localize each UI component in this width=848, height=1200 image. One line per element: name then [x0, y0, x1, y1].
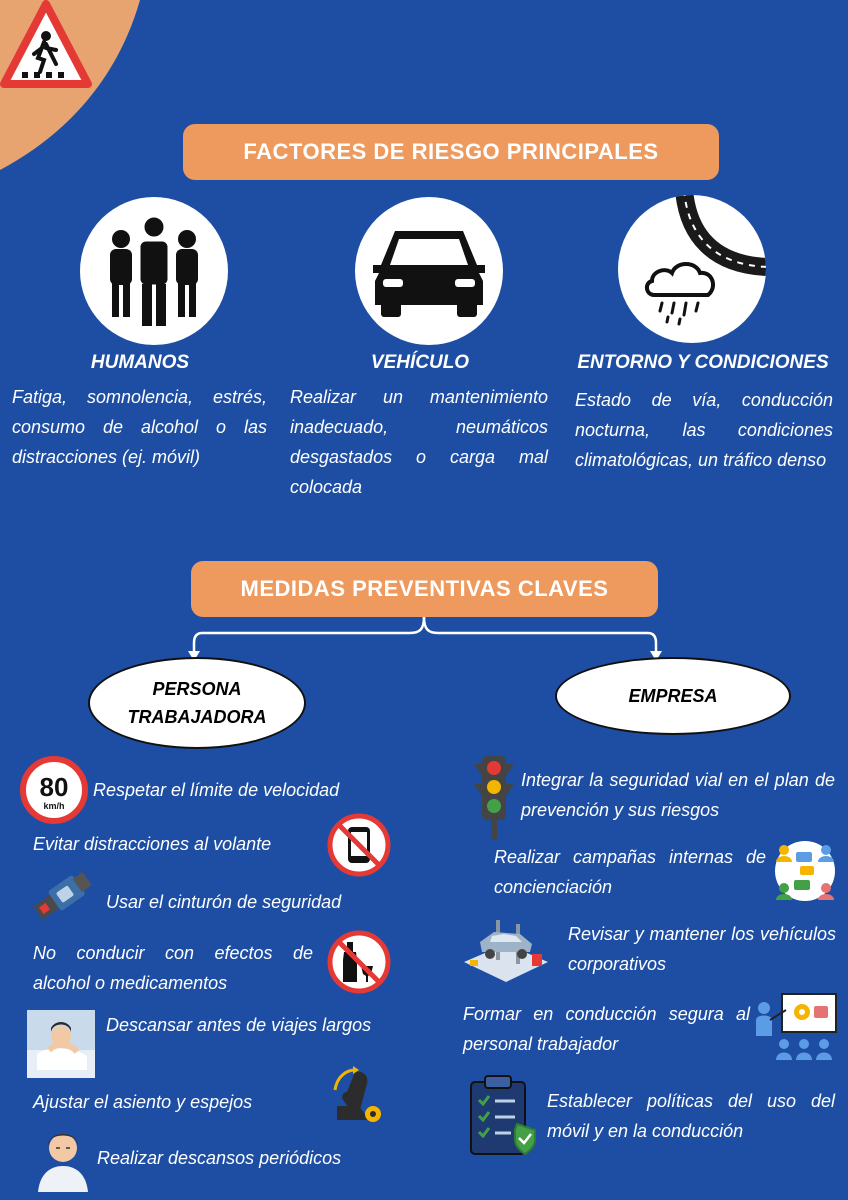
factor-text-humans: Fatiga, somnolencia, estrés, consumo de alcohol o las distracciones (ej. móvil) — [12, 387, 267, 467]
company-item-campaigns: Realizar campañas internas de concienciación — [494, 847, 766, 897]
worker-label: PERSONA TRABAJADORA — [127, 679, 267, 727]
pedestrian-crossing-warning-icon — [0, 0, 92, 90]
environment-circle — [618, 195, 766, 343]
company-label: EMPRESA — [628, 686, 718, 706]
adjust-seat-icon — [325, 1066, 387, 1128]
factor-text-environment: Estado de vía, conducción nocturna, las condiciones climatológicas, un tráfico denso — [575, 390, 833, 470]
worker-item-speed: Respetar el límite de velocidad — [93, 780, 340, 800]
traffic-light-icon — [470, 754, 518, 840]
people-group-icon — [94, 211, 214, 331]
rain-road-icon — [618, 195, 766, 343]
policy-checklist-icon — [467, 1074, 541, 1158]
prevention-title: MEDIDAS PREVENTIVAS CLAVES — [191, 561, 658, 617]
factor-heading-environment: ENTORNO Y CONDICIONES — [577, 352, 829, 373]
worker-item-alcohol: No conducir con efectos de alcohol o medicamentos — [33, 943, 313, 993]
factor-heading-vehicle: VEHÍCULO — [370, 352, 470, 373]
vehicle-circle — [355, 197, 503, 345]
factor-heading-humans: HUMANOS — [90, 352, 190, 373]
company-item-vehicles: Revisar y mantener los vehículos corporativos — [568, 924, 836, 974]
worker-item-breaks: Realizar descansos periódicos — [97, 1148, 342, 1168]
factor-text-vehicle: Realizar un mantenimiento inadecuado, neumáticos desgastados o carga mal colocada — [290, 387, 548, 497]
no-phone-icon — [327, 813, 391, 877]
risk-factors-title: FACTORES DE RIESGO PRINCIPALES — [183, 124, 719, 180]
company-item-integrate: Integrar la seguridad vial en el plan de prevención y sus riesgos — [521, 770, 835, 820]
car-icon — [367, 221, 491, 321]
resting-person-icon — [27, 1010, 95, 1078]
speed-limit-80-icon — [20, 756, 88, 824]
worker-item-adjust: Ajustar el asiento y espejos — [33, 1092, 253, 1112]
worker-item-rest: Descansar antes de viajes largos — [106, 1015, 372, 1035]
worker-item-seatbelt: Usar el cinturón de seguridad — [106, 892, 342, 912]
worker-item-distractions: Evitar distracciones al volante — [33, 834, 272, 854]
seatbelt-icon — [30, 866, 94, 924]
speed-value: 80 — [39, 772, 69, 802]
speed-unit: km/h — [43, 801, 65, 811]
worker-oval — [88, 657, 306, 749]
company-item-policies: Establecer políticas del uso del móvil y en la conducción — [547, 1091, 835, 1141]
humans-circle — [80, 197, 228, 345]
no-alcohol-icon — [327, 930, 391, 994]
tired-person-icon — [30, 1120, 96, 1192]
branch-connector — [180, 615, 680, 665]
car-maintenance-icon — [460, 914, 550, 986]
company-item-training: Formar en conducción segura al personal trabajador — [463, 1004, 750, 1054]
company-oval — [555, 657, 791, 735]
training-presentation-icon — [752, 988, 840, 1064]
team-communication-icon — [772, 836, 838, 906]
